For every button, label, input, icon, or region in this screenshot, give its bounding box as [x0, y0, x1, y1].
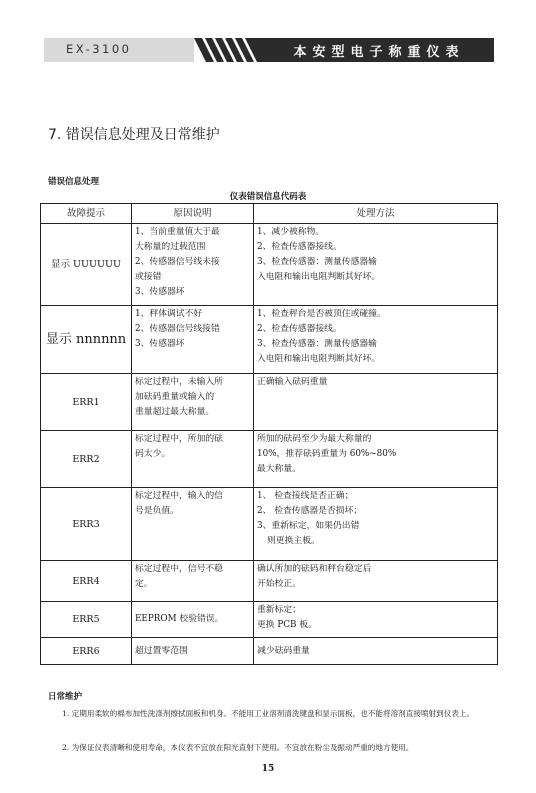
page-number: 15	[261, 764, 275, 774]
table-row	[41, 561, 498, 602]
table-row	[41, 306, 498, 374]
cause-cell	[132, 431, 254, 488]
cause-line: 标定过程中，未输入所	[135, 377, 223, 387]
header-title-band	[264, 38, 494, 62]
solution-line: 所加的砝码至少为最大称量的	[257, 434, 372, 444]
fault-cell: ERR5	[41, 602, 132, 638]
solution-line: 3、检查传感器：测量传感器输	[257, 339, 377, 349]
cause-cell	[132, 488, 254, 561]
fault-cell: ERR4	[41, 561, 132, 602]
solution-cell	[254, 306, 498, 374]
solution-line: 2、检查传感器接线。	[257, 324, 342, 334]
table-row	[41, 488, 498, 561]
table-row	[41, 638, 498, 665]
fault-cell: ERR6	[41, 638, 132, 665]
cause-line: 3、传感器坏	[135, 287, 185, 297]
solution-line: 开始校正。	[257, 579, 301, 589]
solution-line: 1、 检查接线是否正确；	[257, 491, 354, 501]
fault-cell: 显示 UUUUUU	[41, 224, 132, 306]
cause-line: 定。	[135, 579, 153, 589]
solution-line: 则更换主板。	[267, 536, 320, 546]
error-subtitle: 错误信息处理	[48, 177, 100, 187]
solution-line: 减少砝码重量	[257, 645, 310, 656]
header-stripes	[194, 38, 264, 62]
cause-line: 1、当前重量值大于最	[135, 227, 220, 237]
solution-line: 更换 PCB 板。	[257, 620, 317, 630]
cause-line: 超过置零范围	[135, 645, 188, 656]
solution-line: 2、检查传感器接线。	[257, 242, 342, 252]
solution-line: 入电阻和输出电阻判断其好坏。	[257, 272, 381, 282]
cause-cell	[132, 306, 254, 374]
cause-cell	[132, 602, 254, 638]
maintenance-paragraph: 1. 定期用柔软的棉布加性洗涤剂擦拭面板和机身。不能用工业溶剂清洗键盘和显示面板，也不能将溶剂直接喷射到仪表上。	[62, 709, 475, 718]
solution-line: 确认所加的砝码和秤台稳定后	[257, 564, 372, 574]
cause-line: 标定过程中，所加的砝	[135, 434, 223, 444]
solution-line: 10%，推荐砝码重量为 60%~80%	[257, 449, 397, 459]
solution-cell	[254, 561, 498, 602]
cause-line: 3、传感器坏	[135, 339, 185, 349]
header-model-band	[44, 38, 194, 62]
table-row	[41, 602, 498, 638]
fault-cell: 显示 nnnnnn	[41, 306, 132, 374]
solution-cell	[254, 602, 498, 638]
cause-cell	[132, 224, 254, 306]
solution-cell	[254, 224, 498, 306]
column-header-cause: 原因说明	[132, 204, 254, 224]
fault-cell: ERR2	[41, 431, 132, 488]
solution-cell	[254, 374, 498, 431]
page-header	[44, 38, 494, 62]
maintenance-title: 日常维护	[48, 692, 83, 702]
table-row	[41, 431, 498, 488]
solution-line: 2、 检查传感器是否损坏；	[257, 506, 363, 516]
solution-line: 1、减少被称物。	[257, 227, 325, 237]
fault-cell: ERR3	[41, 488, 132, 561]
section-title: 7. 错误信息处理及日常维护	[48, 127, 220, 143]
solution-line: 3、检查传感器：测量传感器输	[257, 257, 377, 267]
cause-line: 号是负值。	[135, 506, 179, 516]
table-header-row	[41, 204, 498, 224]
cause-line: 2、传感器信号线未接	[135, 257, 220, 267]
solution-line: 3、重新标定，如果仍出错	[257, 521, 360, 531]
cause-line: 码太少。	[135, 449, 171, 459]
column-header-fault: 故障提示	[41, 204, 132, 224]
column-header-solution: 处理方法	[254, 204, 498, 224]
solution-line: 入电阻和输出电阻判断其好坏。	[257, 354, 381, 364]
cause-cell	[132, 374, 254, 431]
table-row	[41, 374, 498, 431]
solution-line: 最大称量。	[257, 464, 301, 474]
cause-line: 重量超过最大称量。	[135, 407, 215, 417]
cause-line: 标定过程中，信号不稳	[135, 564, 223, 574]
cause-line: 加砝码重量或输入的	[135, 392, 215, 402]
solution-line: 正确输入砝码重量	[257, 377, 328, 387]
cause-line: 1、秤体调试不好	[135, 309, 203, 319]
table-row	[41, 224, 498, 306]
solution-cell	[254, 638, 498, 665]
header-title: 本安型电子称重仪表	[293, 45, 465, 60]
solution-line: 1、检查秤台是否被顶住或碰撞。	[257, 309, 386, 319]
solution-line: 重新标定；	[257, 605, 301, 615]
cause-line: 或接错	[135, 272, 162, 282]
header-model: EX-3100	[66, 42, 132, 56]
fault-cell: ERR1	[41, 374, 132, 431]
cause-cell	[132, 638, 254, 665]
error-code-table	[40, 203, 498, 665]
table-caption: 仪表错误信息代码表	[229, 192, 307, 202]
cause-line: 标定过程中，输入的信	[135, 491, 223, 501]
cause-line: 2、传感器信号线接错	[135, 324, 220, 334]
cause-cell	[132, 561, 254, 602]
solution-cell	[254, 431, 498, 488]
cause-line: EEPROM 校验错误。	[135, 614, 224, 624]
cause-line: 大称量的过载范围	[135, 242, 206, 252]
maintenance-paragraph: 2. 为保证仪表清晰和使用寿命，本仪表不宜放在阳光直射下使用。不宜放在粉尘及振动严重的地方使用。	[62, 743, 414, 752]
solution-cell	[254, 488, 498, 561]
